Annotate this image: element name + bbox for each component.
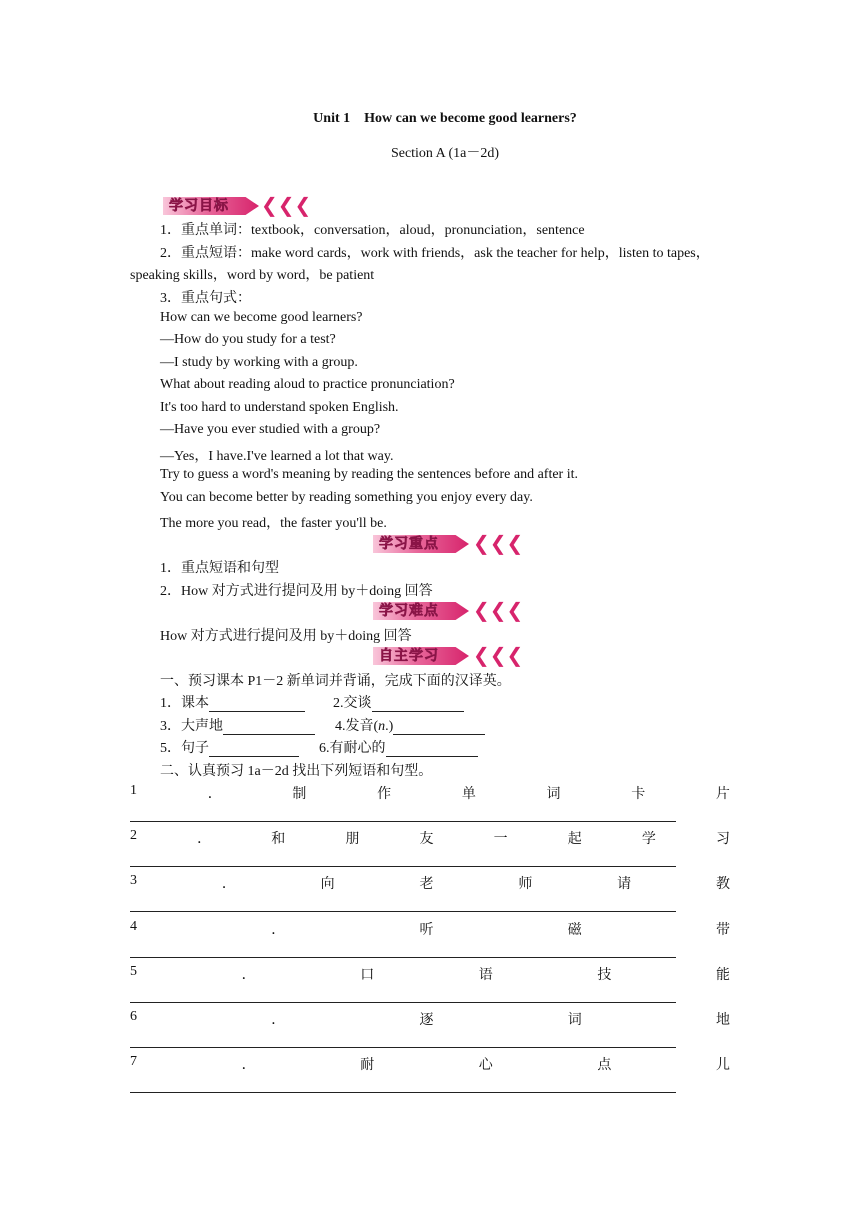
phrase-row <box>130 919 730 939</box>
phrase-char: 老 <box>419 877 434 893</box>
phrase-char: 带 <box>716 922 730 938</box>
sentence-item: How can we become good learners? <box>160 310 363 325</box>
answer-line[interactable] <box>130 1002 676 1003</box>
sentence-item: The more you read，the faster you'll be. <box>160 516 387 531</box>
sentence-item: —I study by working with a group. <box>160 355 358 370</box>
sentence-item: It's too hard to understand spoken English. <box>160 400 399 415</box>
phrase-char: 1 <box>130 783 137 798</box>
answer-line[interactable] <box>130 821 676 822</box>
phrase-char: 口 <box>360 967 375 983</box>
answer-blank[interactable] <box>372 697 464 712</box>
phrase-char: 能 <box>715 967 730 983</box>
phrase-char: 技 <box>597 967 612 983</box>
sentence-item: What about reading aloud to practice pronunciation? <box>160 377 455 392</box>
vocab-row <box>160 715 315 735</box>
difficulty-line: How 对方式进行提问及用 by＋doing 回答 <box>160 629 412 644</box>
phrase-char: ． <box>241 967 256 983</box>
chevron-left-icon: ❮❮❮ <box>473 643 524 667</box>
answer-line[interactable] <box>130 911 676 912</box>
answer-line[interactable] <box>130 957 676 958</box>
phrase-char: 学 <box>641 832 656 848</box>
phrase-row <box>130 964 730 984</box>
phrase-char: ． <box>207 787 222 802</box>
goal-line-phrases: 2．重点短语：make word cards，work with friends，ask the teacher for help，listen to tapes， <box>160 246 710 261</box>
chevron-left-icon: ❮❮❮ <box>261 193 312 217</box>
answer-line[interactable] <box>130 1047 676 1048</box>
vocab-prompt: 3．大声地 <box>160 719 223 734</box>
phrase-char: 词 <box>567 1013 582 1028</box>
answer-blank[interactable] <box>209 742 299 757</box>
phrase-char: 点 <box>597 1058 612 1074</box>
vocab-prompt: 1．课本 <box>160 696 209 711</box>
sentence-item: —Yes，I have.I've learned a lot that way. <box>160 449 394 464</box>
phrase-row <box>130 873 730 893</box>
part1-heading: 一、预习课本 P1－2 新单词并背诵，完成下面的汉译英。 <box>160 674 511 689</box>
vocab-row <box>160 737 299 757</box>
vocab-prompt: 4.发音( <box>335 719 379 734</box>
phrase-char: 朋 <box>345 832 360 848</box>
phrase-char: 片 <box>715 787 730 802</box>
sentence-item: —How do you study for a test? <box>160 332 336 347</box>
phrase-char: 单 <box>461 787 476 802</box>
phrase-char: 心 <box>478 1058 493 1074</box>
phrase-char: 听 <box>419 922 434 938</box>
answer-blank[interactable] <box>393 720 485 735</box>
answer-line[interactable] <box>130 866 676 867</box>
vocab-prompt: 5．句子 <box>160 741 209 756</box>
noun-abbrev: n <box>378 719 386 734</box>
phrase-char: 2 <box>130 828 137 844</box>
phrase-char: ． <box>271 1013 286 1028</box>
phrase-row <box>130 1009 730 1029</box>
banner-key-points-label: 学习重点 <box>379 536 439 552</box>
phrase-char: 教 <box>715 877 730 893</box>
sentence-item: Try to guess a word's meaning by reading the sentences before and after it. <box>160 467 578 482</box>
answer-blank[interactable] <box>386 742 478 757</box>
phrase-char: 请 <box>617 877 632 893</box>
phrase-char: 友 <box>419 832 434 848</box>
answer-blank[interactable] <box>209 697 305 712</box>
phrase-char: ． <box>241 1058 256 1074</box>
phrase-row <box>130 1054 730 1074</box>
phrase-char: 耐 <box>360 1058 375 1074</box>
answer-line[interactable] <box>130 1092 676 1093</box>
goal-line-sentences: 3．重点句式： <box>160 291 251 306</box>
sentence-item: —Have you ever studied with a group? <box>160 422 381 437</box>
vocab-prompt-tail: .) <box>385 719 394 734</box>
phrase-char: 向 <box>320 877 335 893</box>
key-point-line: 1．重点短语和句型 <box>160 561 279 576</box>
phrase-char: 习 <box>716 832 730 848</box>
phrase-char: 4 <box>130 918 137 934</box>
sentence-item: You can become better by reading something you enjoy every day. <box>160 490 533 505</box>
phrase-char: 作 <box>377 787 392 802</box>
phrase-char: 7 <box>130 1054 137 1070</box>
phrase-char: ． <box>197 832 212 848</box>
phrase-char: 磁 <box>567 922 582 938</box>
phrase-char: 语 <box>478 967 493 983</box>
phrase-row <box>130 828 730 848</box>
phrase-char: 和 <box>271 832 286 848</box>
vocab-row <box>333 692 464 712</box>
phrase-char: 起 <box>567 832 582 848</box>
phrase-char: 师 <box>518 877 533 893</box>
phrase-char: 6 <box>130 1009 137 1024</box>
phrase-char: 词 <box>546 787 561 802</box>
banner-self-study <box>373 643 533 667</box>
phrase-char: 制 <box>292 787 307 802</box>
phrase-char: ． <box>271 922 286 938</box>
part2-heading: 二、认真预习 1a－2d 找出下列短语和句型。 <box>160 764 433 779</box>
phrase-char: ． <box>221 877 236 893</box>
banner-self-study-label: 自主学习 <box>379 648 439 664</box>
goal-line-words: 1．重点单词：textbook，conversation，aloud，pronunciation，sentence <box>160 223 585 238</box>
banner-key-points <box>373 531 533 555</box>
page-title: Unit 1 How can we become good learners? <box>313 111 577 126</box>
banner-learning-goals <box>163 193 323 217</box>
section-subtitle: Section A (1a－2d) <box>390 146 500 161</box>
vocab-prompt: 6.有耐心的 <box>319 741 386 756</box>
vocab-row <box>160 692 305 712</box>
phrase-char: 一 <box>493 832 508 848</box>
vocab-row <box>319 737 478 757</box>
chevron-left-icon: ❮❮❮ <box>473 531 524 555</box>
answer-blank[interactable] <box>223 720 315 735</box>
phrase-char: 5 <box>130 963 137 979</box>
phrase-row <box>130 783 730 803</box>
banner-difficulties-label: 学习难点 <box>379 603 439 619</box>
phrase-char: 儿 <box>715 1058 730 1074</box>
goal-line-phrases-cont: speaking skills，word by word，be patient <box>130 268 375 283</box>
banner-learning-goals-label: 学习目标 <box>169 198 229 214</box>
banner-difficulties <box>373 598 533 622</box>
phrase-char: 3 <box>130 873 137 889</box>
key-point-line: 2．How 对方式进行提问及用 by＋doing 回答 <box>160 584 433 599</box>
vocab-prompt: 2.交谈 <box>333 696 372 711</box>
phrase-char: 逐 <box>419 1013 434 1028</box>
vocab-row <box>335 715 485 735</box>
phrase-char: 卡 <box>631 787 646 802</box>
phrase-char: 地 <box>716 1013 730 1028</box>
chevron-left-icon: ❮❮❮ <box>473 598 524 622</box>
